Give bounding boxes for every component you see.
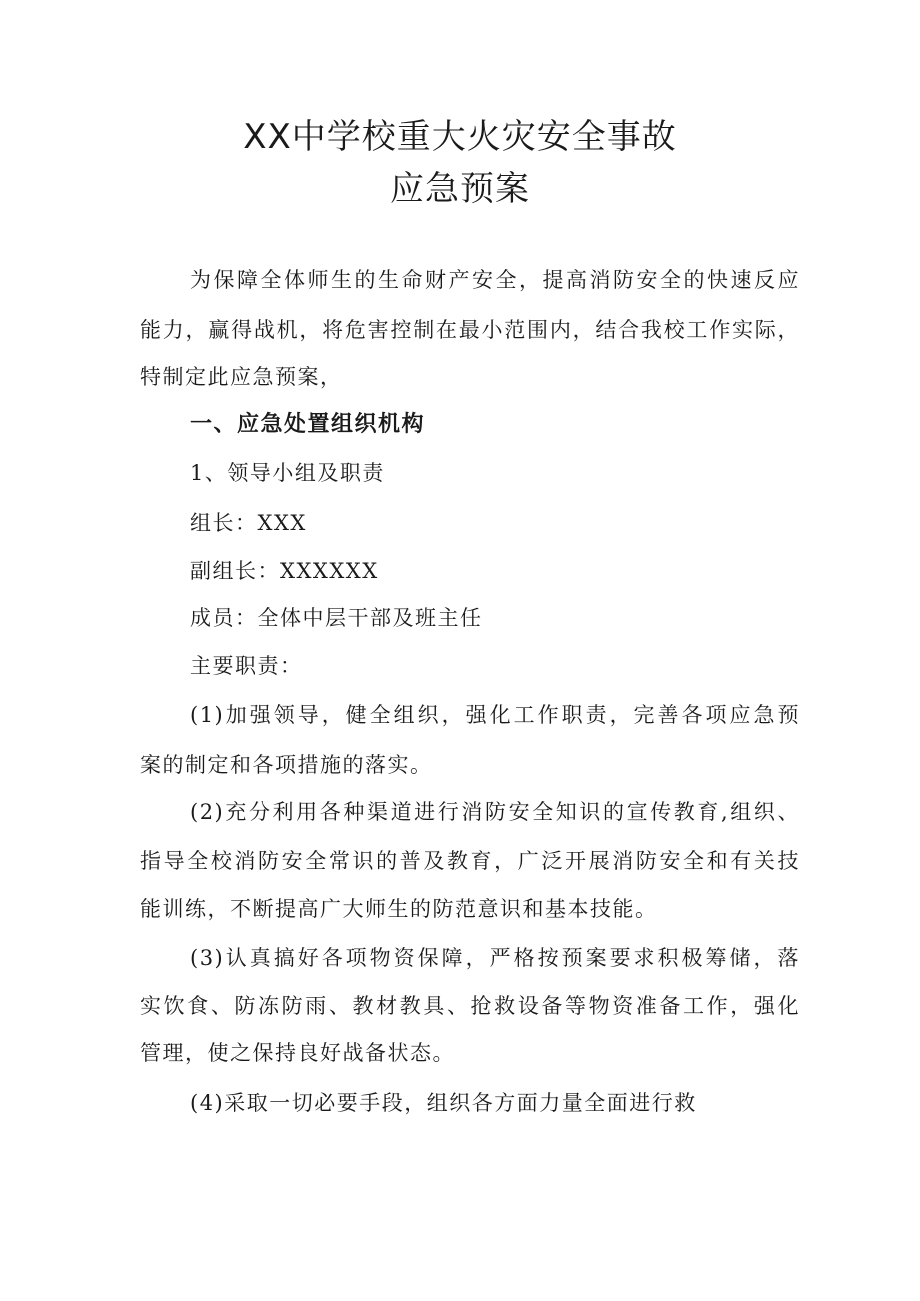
leader-line: 组长：XXX [190,511,307,535]
intro-line-1: 为保障全体师生的生命财产安全，提高消防安全的快速反应 [190,268,800,292]
duties-label: 主要职责： [190,654,303,678]
section-heading: 一、应急处置组织机构 [190,412,426,437]
duty-2-line-2: 指导全校消防安全常识的普及教育，广泛开展消防安全和有关技 [140,849,800,873]
document-title-line2: 应急预案 [390,169,530,209]
duty-3-line-2: 实饮食、防冻防雨、教材教具、抢救设备等物资准备工作，强化 [140,994,800,1018]
deputy-leader-line: 副组长：XXXXXX [190,559,379,583]
duty-3-line-1: (3)认真搞好各项物资保障，严格按预案要求积极筹储，落 [190,946,800,970]
intro-line-3: 特制定此应急预案， [140,365,343,389]
duty-2-line-1: (2)充分利用各种渠道进行消防安全知识的宣传教育,组织、 [190,800,800,824]
duty-1-line-1: (1)加强领导，健全组织，强化工作职责，完善各项应急预 [190,703,800,727]
duty-3-line-3: 管理，使之保持良好战备状态。 [140,1041,455,1065]
intro-line-2: 能力，赢得战机，将危害控制在最小范围内，结合我校工作实际， [140,318,800,342]
subsection-heading: 1、领导小组及职责 [190,461,385,485]
members-line: 成员：全体中层干部及班主任 [190,606,483,630]
duty-2-line-3: 能训练，不断提高广大师生的防范意识和基本技能。 [140,897,658,921]
duty-1-line-2: 案的制定和各项措施的落实。 [140,753,433,777]
duty-4-line-1: (4)采取一切必要手段，组织各方面力量全面进行救 [190,1091,697,1115]
document-title-line1: XX中学校重大火灾安全事故 [243,117,677,157]
